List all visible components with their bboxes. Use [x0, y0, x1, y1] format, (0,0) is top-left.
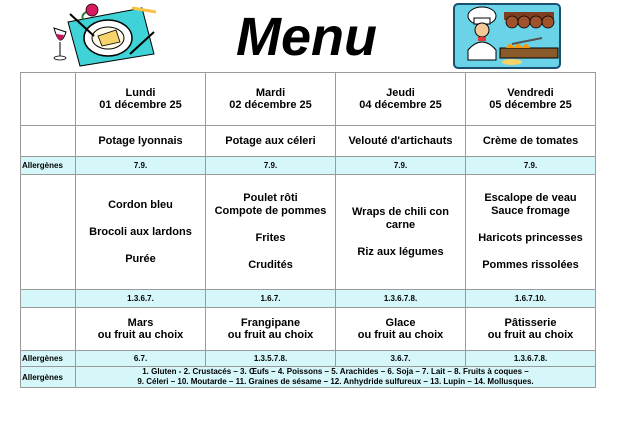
allergen-legend-row	[21, 367, 596, 388]
day-date: 05 décembre 25	[489, 99, 572, 111]
day-header	[206, 73, 336, 126]
dessert-name: Mars	[127, 317, 154, 329]
allergen-codes: 1.6.7.10.	[466, 290, 596, 308]
allergen-legend	[76, 367, 596, 388]
dessert-alt: ou fruit au choix	[357, 329, 444, 341]
dessert-allergens-row	[21, 351, 596, 367]
day-date: 04 décembre 25	[359, 99, 442, 111]
allergen-legend-line: 9. Céleri – 10. Moutarde – 11. Graines de sésame – 12. Anhydride sulfureux – 13. Lupin – 14. Mollusques.	[137, 377, 534, 386]
entree-row	[21, 126, 596, 157]
empty-label-cell	[21, 290, 76, 308]
allergen-codes: 7.9.	[76, 157, 206, 175]
dessert-cell	[466, 308, 596, 351]
plat-item: Riz aux légumes	[357, 245, 444, 258]
dessert-row	[21, 308, 596, 351]
plat-allergens-row	[21, 290, 596, 308]
entree-cell: Velouté d'artichauts	[336, 126, 466, 157]
day-name: Mardi	[255, 87, 286, 99]
empty-label-cell	[21, 308, 76, 351]
day-header	[466, 73, 596, 126]
allergen-codes: 1.3.5.7.8.	[206, 351, 336, 367]
table-setting-clipart-icon	[50, 2, 162, 68]
allergen-legend-line: 1. Gluten - 2. Crustacés – 3. Œufs – 4. Poissons – 5. Arachides – 6. Soja – 7. Lait – 8. Fruits à coques –	[142, 367, 529, 376]
dessert-alt: ou fruit au choix	[487, 329, 574, 341]
dessert-alt: ou fruit au choix	[227, 329, 314, 341]
plat-item: Brocoli aux lardons	[89, 225, 192, 238]
plat-item: Sauce fromage	[491, 205, 570, 217]
dessert-name: Frangipane	[240, 317, 301, 329]
day-header	[76, 73, 206, 126]
plat-item: Pommes rissolées	[482, 259, 579, 271]
plat-cell	[206, 175, 336, 290]
plat-item: Crudités	[248, 259, 293, 271]
day-date: 01 décembre 25	[99, 99, 182, 111]
day-date: 02 décembre 25	[229, 99, 312, 111]
days-header-row	[21, 73, 596, 126]
day-header	[336, 73, 466, 126]
plat-cell	[76, 175, 206, 290]
dessert-cell	[206, 308, 336, 351]
dessert-cell	[76, 308, 206, 351]
plat-item: Purée	[125, 252, 156, 265]
plat-item: Haricots princesses	[478, 232, 583, 244]
allergen-codes: 7.9.	[466, 157, 596, 175]
empty-corner-cell	[21, 73, 76, 126]
plats-row	[21, 175, 596, 290]
allergen-label: Allergènes	[21, 351, 76, 367]
day-name: Lundi	[125, 87, 156, 99]
dessert-name: Glace	[385, 317, 416, 329]
page-title: Menu	[236, 7, 377, 67]
allergen-label: Allergènes	[21, 367, 76, 388]
dessert-alt: ou fruit au choix	[97, 329, 184, 341]
allergen-codes: 6.7.	[76, 351, 206, 367]
plat-item: Frites	[255, 232, 286, 244]
plat-item: Escalope de veau	[484, 192, 577, 204]
allergen-codes: 7.9.	[336, 157, 466, 175]
allergen-codes: 1.6.7.	[206, 290, 336, 308]
allergen-codes: 1.3.6.7.8.	[336, 290, 466, 308]
plat-item: Wraps de chili con carne	[352, 205, 449, 231]
entree-cell: Potage lyonnais	[76, 126, 206, 157]
entree-cell: Potage aux céleri	[206, 126, 336, 157]
empty-label-cell	[21, 126, 76, 157]
allergen-label: Allergènes	[21, 157, 76, 175]
empty-label-cell	[21, 175, 76, 290]
allergen-codes: 7.9.	[206, 157, 336, 175]
plat-cell	[466, 175, 596, 290]
dessert-name: Pâtisserie	[504, 317, 557, 329]
plat-item: Compote de pommes	[214, 205, 327, 217]
plat-cell	[336, 175, 466, 290]
chef-grilling-clipart-icon	[452, 2, 562, 70]
day-name: Vendredi	[507, 87, 554, 99]
dessert-cell	[336, 308, 466, 351]
day-name: Jeudi	[386, 87, 415, 99]
menu-table	[20, 72, 596, 388]
allergen-codes: 1.3.6.7.	[76, 290, 206, 308]
plat-item: Poulet rôti	[243, 192, 298, 204]
allergen-codes: 1.3.6.7.8.	[466, 351, 596, 367]
entree-cell: Crème de tomates	[466, 126, 596, 157]
entree-allergens-row	[21, 157, 596, 175]
allergen-codes: 3.6.7.	[336, 351, 466, 367]
plat-item: Cordon bleu	[108, 198, 173, 211]
